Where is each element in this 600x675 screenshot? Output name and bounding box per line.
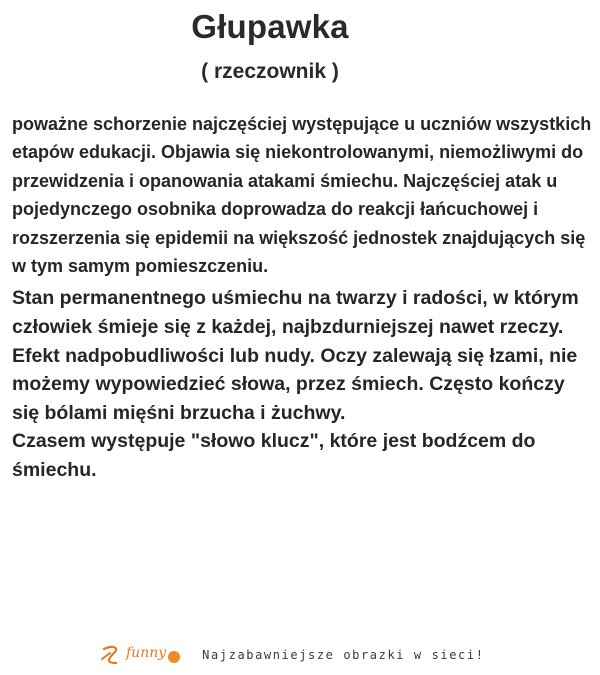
- part-of-speech: ( rzeczownik ): [201, 60, 339, 83]
- definition-paragraph-1: poważne schorzenie najczęściej występujące u uczniów wszystkich etapów edukacji. Objawia się niekontrolowanymi, niemożliwymi do przewidzenia i opanowania atakami śmiechu. Najczęściej atak u pojedynczego osobnika doprowadza do reakcji łańcuchowej i rozszerzenia się epidemii na większość jednostek znajdujących się w tym samym pomieszczeniu.: [12, 114, 592, 277]
- definition-paragraph-2: Stan permanentnego uśmiechu na twarzy i radości, w którym człowiek śmieje się z każdej, najbzdurniejszej nawet rzeczy. Efekt nadpobudliwości lub nudy. Oczy zalewają się łzami, nie możemy wypowiedzieć słowa, przez śmiech. Często kończy się bólami mięśni brzucha i żuchwy.: [12, 287, 579, 424]
- logo-swirl-icon: [100, 643, 126, 667]
- definition-body: [12, 110, 592, 485]
- page-title: Głupawka: [191, 8, 349, 45]
- site-logo[interactable]: [100, 643, 180, 667]
- logo-dot-icon: [168, 651, 180, 663]
- logo-text: funny: [126, 645, 167, 661]
- site-tagline: Najzabawniejsze obrazki w sieci!: [202, 648, 485, 662]
- definition-paragraph-3: Czasem występuje "słowo klucz", które jest bodźcem do śmiechu.: [12, 430, 536, 481]
- footer-watermark: [100, 638, 485, 672]
